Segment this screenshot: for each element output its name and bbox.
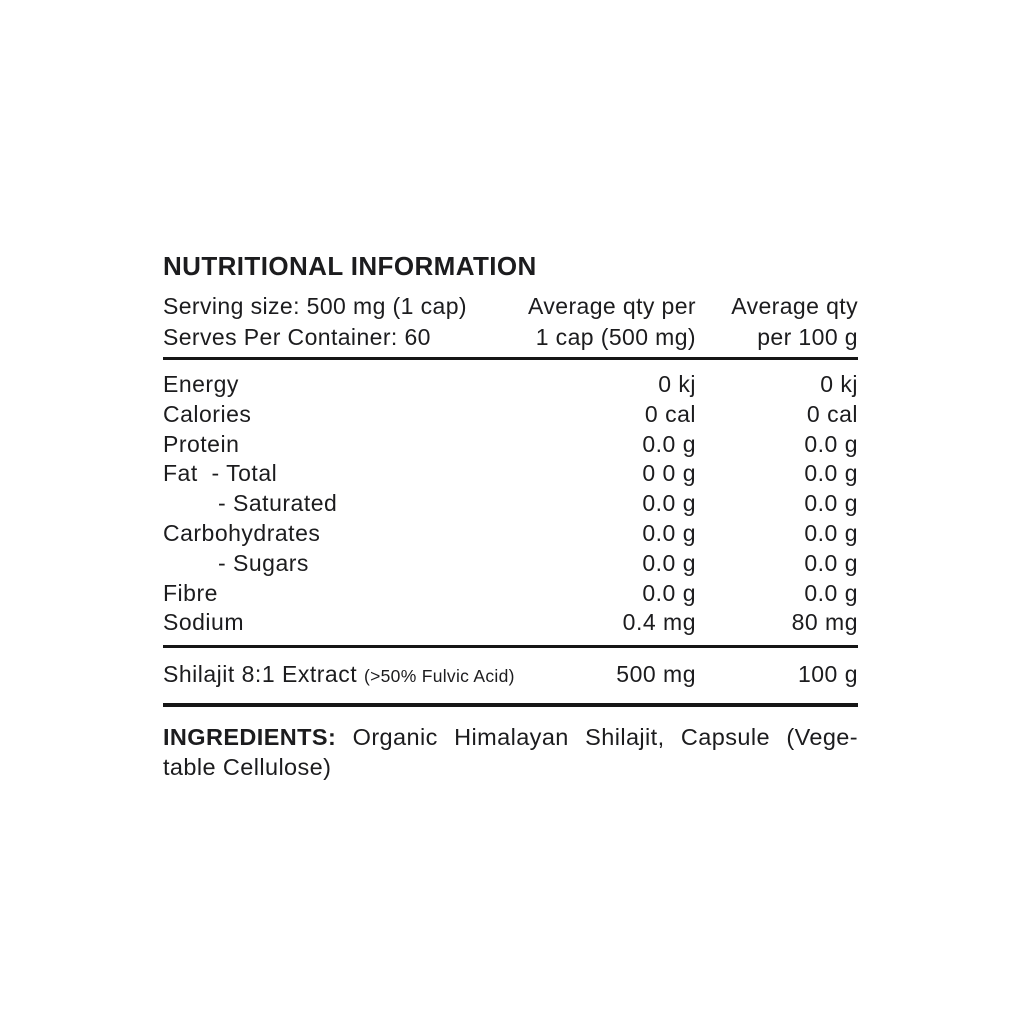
ingredients-text: Organic Himalayan Shilajit, Capsule (Vege- <box>352 724 858 751</box>
table-row-fat-total: Fat - Total 0 0 g 0.0 g <box>163 460 858 487</box>
divider-bottom <box>163 703 858 707</box>
table-row-protein: Protein 0.0 g 0.0 g <box>163 430 858 457</box>
serving-info <box>163 291 526 353</box>
fulvic-acid-note: (>50% Fulvic Acid) <box>363 666 515 687</box>
panel-title: NUTRITIONAL INFORMATION <box>163 251 537 281</box>
column-header-per-serve: Average qty per 1 cap (500 mg) <box>528 293 696 350</box>
serves-per-container-text: Serves Per Container: 60 <box>163 324 431 350</box>
table-row-carbohydrates: Carbohydrates 0.0 g 0.0 g <box>163 519 858 546</box>
table-header <box>163 291 858 353</box>
ingredients-label: INGREDIENTS: <box>163 724 337 751</box>
extract-name: Shilajit 8:1 Extract (>50% Fulvic Acid) <box>163 661 515 688</box>
ingredients-line1 <box>163 722 858 752</box>
nutrition-panel <box>163 252 858 782</box>
table-row-calories: Calories 0 cal 0 cal <box>163 400 858 427</box>
table-row-shilajit-extract: Shilajit 8:1 Extract (>50% Fulvic Acid) 500 mg 100 g <box>163 648 858 703</box>
table-row-energy: Energy 0 kj 0 kj <box>163 371 858 397</box>
table-row-fibre: Fibre 0.0 g 0.0 g <box>163 579 858 606</box>
table-row-sugars: - Sugars 0.0 g 0.0 g <box>218 549 858 576</box>
nutrient-rows <box>163 360 858 645</box>
ingredients-section <box>163 722 858 782</box>
ingredients-line2: table Cellulose) <box>163 754 332 781</box>
table-row-fat-saturated: - Saturated 0.0 g 0.0 g <box>218 490 858 517</box>
serving-size-text: Serving size: 500 mg (1 cap) <box>163 293 467 319</box>
table-row-sodium: Sodium 0.4 mg 80 mg <box>163 609 858 636</box>
column-header-per-100g: Average qty per 100 g <box>731 293 858 350</box>
